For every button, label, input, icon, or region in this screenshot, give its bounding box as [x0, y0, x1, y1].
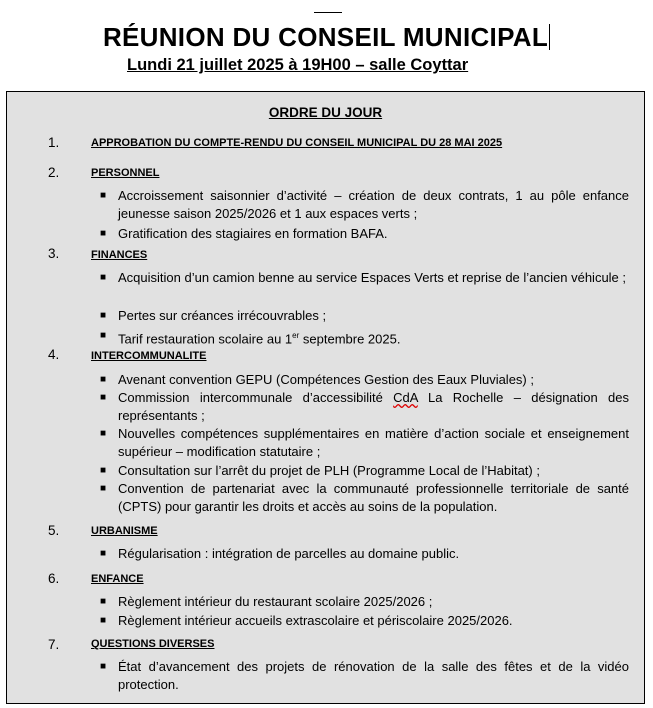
section-number: 4.: [48, 347, 60, 362]
section-number: 5.: [48, 523, 60, 538]
bullet-icon: ■: [100, 228, 107, 239]
agenda-item: [118, 389, 629, 425]
agenda-title: ORDRE DU JOUR: [268, 105, 383, 120]
top-rule: [314, 12, 342, 13]
ordinal-superscript: er: [292, 331, 300, 340]
section-heading-approbation: APPROBATION DU COMPTE-RENDU DU CONSEIL MUNICIPAL DU 28 MAI 2025: [91, 137, 503, 149]
bullet-icon: ■: [100, 190, 107, 201]
bullet-icon: ■: [100, 330, 107, 341]
bullet-icon: ■: [100, 310, 107, 321]
bullet-icon: ■: [100, 483, 107, 494]
section-heading-intercommunalite: INTERCOMMUNALITE: [91, 350, 207, 362]
bullet-icon: ■: [100, 596, 107, 607]
bullet-icon: ■: [100, 374, 107, 385]
agenda-item-text: Tarif restauration scolaire au 1: [118, 331, 293, 347]
agenda-item: Convention de partenariat avec la communauté professionnelle territoriale de santé (CPTS) pour garantir les droits et accès au soins de la population.: [118, 481, 629, 514]
bullet-icon: ■: [100, 428, 107, 439]
section-number: 3.: [48, 246, 60, 261]
meeting-date-location: Lundi 21 juillet 2025 à 19H00 – salle Coyttar: [127, 56, 469, 74]
section-number: 1.: [48, 135, 60, 150]
agenda-item: Régularisation : intégration de parcelles au domaine public.: [118, 546, 460, 561]
agenda-item: Nouvelles compétences supplémentaires en matière d’action sociale et enseignement supérieur – modification statutaire ;: [118, 426, 629, 459]
section-number: 2.: [48, 165, 60, 180]
section-heading-urbanisme: URBANISME: [91, 525, 158, 537]
agenda-item: Pertes sur créances irrécouvrables ;: [118, 308, 327, 323]
agenda-item: [118, 327, 629, 348]
bullet-icon: ■: [100, 661, 107, 672]
section-number: 6.: [48, 571, 60, 586]
section-heading-finances: FINANCES: [91, 249, 148, 261]
bullet-icon: ■: [100, 615, 107, 626]
bullet-icon: ■: [100, 465, 107, 476]
agenda-item: Avenant convention GEPU (Compétences Gestion des Eaux Pluviales) ;: [118, 372, 534, 387]
spellcheck-marked-word: CdA: [393, 390, 418, 405]
bullet-icon: ■: [100, 548, 107, 559]
section-heading-personnel: PERSONNEL: [91, 167, 160, 179]
section-number: 7.: [48, 637, 60, 652]
agenda-item: Consultation sur l’arrêt du projet de PLH (Programme Local de l’Habitat) ;: [118, 463, 540, 478]
agenda-box: [6, 91, 645, 704]
section-heading-questions-diverses: QUESTIONS DIVERSES: [91, 638, 215, 650]
bullet-icon: ■: [100, 272, 107, 283]
agenda-item-text: Commission intercommunale d’accessibilité: [118, 390, 394, 405]
agenda-item-text: La Rochelle – désignation des représentants ;: [118, 390, 629, 423]
agenda-item-text: septembre 2025.: [299, 331, 401, 347]
agenda-item: Accroissement saisonnier d’activité – création de deux contrats, 1 au pôle enfance jeunesse saison 2025/2026 et 1 aux espaces verts ;: [118, 188, 629, 221]
agenda-item: Règlement intérieur accueils extrascolaire et périscolaire 2025/2026.: [118, 613, 513, 628]
text-cursor: [549, 24, 550, 50]
agenda-item: Acquisition d’un camion benne au service Espaces Verts et reprise de l’ancien véhicule ;: [118, 270, 627, 285]
page-title: [0, 22, 653, 53]
section-heading-enfance: ENFANCE: [91, 573, 144, 585]
page-title-text: RÉUNION DU CONSEIL MUNICIPAL: [102, 22, 549, 52]
agenda-item: Gratification des stagiaires en formation BAFA.: [118, 226, 388, 241]
agenda-item: Règlement intérieur du restaurant scolaire 2025/2026 ;: [118, 594, 433, 609]
bullet-icon: ■: [100, 392, 107, 403]
agenda-item: État d’avancement des projets de rénovation de la salle des fêtes et de la vidéo protection.: [118, 659, 629, 692]
